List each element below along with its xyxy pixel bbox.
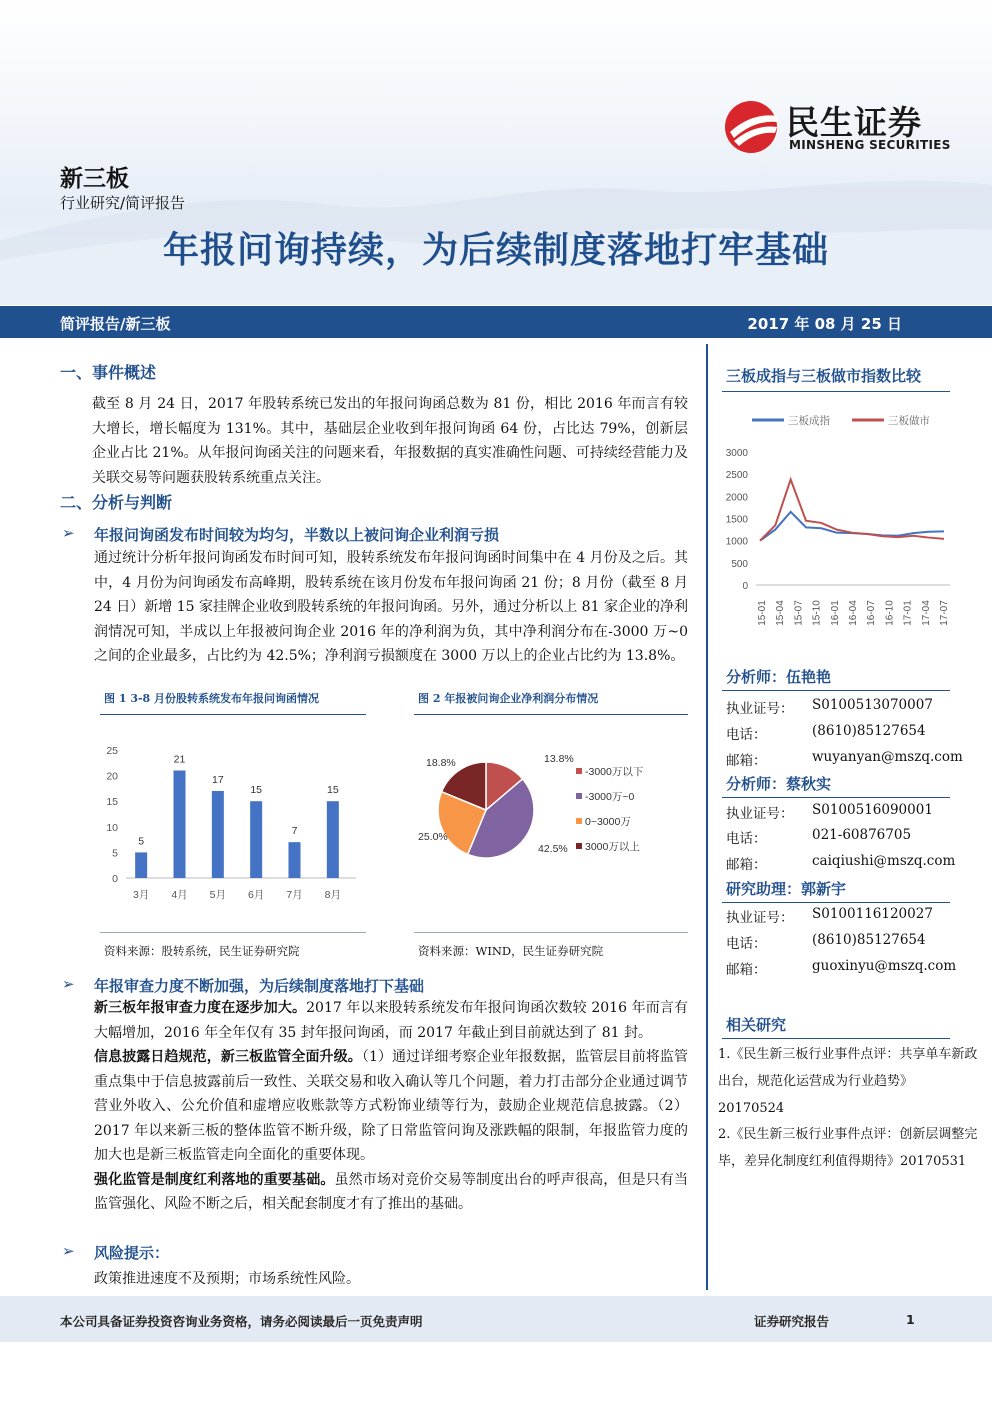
analyst2-tel-label: 电话： [726,831,767,847]
event-paragraph: 截至 8 月 24 日，2017 年股转系统已发出的年报问询函总数为 81 份，相比 2016 年而言有较大增长，增长幅度为 131%。其中，基础层企业收到年报问询函 64 份，占比达 79%，创新层企业占比 21%。从年报问询函关注的问题来看，年报数据的真实准确性问题、可持续经营能力及关联交易等问题获股转系统重点关注。 [92,396,688,486]
related-item-2[interactable]: 2.《民生新三板行业事件点评：创新层调整完毕，差异化制度红利值得期待》20170531 [718,1127,978,1169]
bar-x-tick: 4月 [171,889,188,901]
fig2-title-rule [414,714,688,715]
analyst2-heading: 分析师：蔡秋实 [726,775,832,793]
analyst1-mail-label: 邮箱： [726,753,767,769]
line-x-tick: 16-04 [848,600,859,626]
point2-para-a [94,996,688,1045]
fig3-title-rule [722,391,950,392]
line-x-tick: 16-10 [884,600,896,626]
fig1-title: 图 1 3-8 月份股转系统发布年报问询函情况 [104,692,320,705]
line-x-tick: 16-01 [829,600,841,626]
bar-6月 [250,801,262,878]
report-title: 年报问询持续，为后续制度落地打牢基础 [162,230,829,271]
line-series-2 [760,479,944,540]
pie-value-label: 25.0% [418,831,448,843]
line-x-tick: 15-07 [793,600,805,626]
pie-value-label: 42.5% [538,843,568,855]
point2-paragraphs [94,996,688,1217]
assistant-cert: S0100116120027 [812,906,933,922]
bar-7月 [289,842,301,878]
bar-value-label: 17 [211,773,224,786]
footer-disclaimer: 本公司具备证券投资咨询业务资格，请务必阅读最后一页免责声明 [60,1314,423,1329]
bar-chart [96,728,366,910]
page-number: 1 [906,1312,915,1327]
related-heading: 相关研究 [726,1016,787,1034]
assistant-heading: 研究助理：郭新宇 [726,880,847,898]
bullet-arrow-icon: ➢ [62,975,75,993]
bar-value-label: 15 [250,784,263,797]
footer-label: 证券研究报告 [754,1314,830,1329]
analyst2-mail-label: 邮箱： [726,857,767,873]
analyst1-mail[interactable]: wuyanyan@mszq.com [812,749,963,765]
bar-3月 [135,852,147,878]
point1-paragraph: 通过统计分析年报问询函发布时间可知，股转系统发布年报问询函时间集中在 4 月份及之后。其中，4 月份为问询函发布高峰期，股转系统在该月份发布年报问询函 21 份；8 月份（截至 8 月 24 日）新增 15 家挂牌企业收到股转系统的年报问询函。另外，通过分析以上 81 家企业的净利润情况可知，半成以上年报被问询企业 2016 年的净利润为负，其中净利润分布在-3000 万~0 之间的企业最多，占比约为 42.5%；净利润亏损额度在 3000 万以上的企业占比约为 13.8%。 [94,550,688,664]
analyst2-tel: 021-60876705 [812,827,912,843]
bar-x-tick: 5月 [209,889,227,901]
point2-para-a-text: 2017 年以来股转系统发布年报问询函次数较 2016 年而言有大幅增加，2016 年全年仅有 35 封年报问询函，而 2017 年截止到目前就达到了 81 封。 [94,1000,689,1041]
pie-legend-label: 3000万以上 [585,841,640,853]
minsheng-logo-icon [722,98,782,154]
bar-y-tick: 0 [112,873,118,885]
fig1-title-rule [100,714,366,715]
line-y-tick: 1500 [725,514,748,526]
logo-name-cn: 民生证券 [786,103,922,142]
analyst2-cert-label: 执业证号： [726,806,794,822]
line-y-tick: 1000 [725,536,748,548]
report-category: 新三板 [60,166,129,192]
bar-y-tick: 25 [106,745,118,757]
analyst1-cert-label: 执业证号： [726,701,794,717]
assistant-mail-label: 邮箱： [726,962,767,978]
bullet-arrow-icon: ➢ [62,1242,75,1260]
line-y-tick: 500 [731,558,748,570]
pie-legend-swatch [576,793,582,799]
bar-y-tick: 10 [106,821,118,834]
line-x-tick: 15-04 [775,600,787,626]
point1-heading: 年报问询函发布时间较为均匀，半数以上被问询企业利润亏损 [94,526,500,544]
line-x-tick: 15-01 [757,600,768,626]
report-type-label: 简评报告/新三板 [60,315,171,333]
line-y-tick: 0 [742,581,748,592]
line-x-tick: 16-07 [866,600,878,626]
pie-value-label: 18.8% [426,757,456,769]
line-x-tick: 17-07 [939,600,950,626]
logo-name-en: MINSHENG SECURITIES [789,138,951,152]
pie-value-label: 13.8% [544,753,574,765]
bar-x-tick: 7月 [286,889,303,901]
fig1-bottom-rule [100,932,366,933]
analyst1-cert: S0100513070007 [812,697,933,713]
assistant-rule [722,902,950,903]
fig2-source: 资料来源：WIND，民生证券研究院 [418,944,604,958]
analyst1-tel-label: 电话： [726,727,767,743]
related-rule [722,1038,950,1039]
fig1-source: 资料来源：股转系统，民生证券研究院 [104,944,300,958]
line-x-tick: 15-10 [811,600,823,626]
analyst1-rule [722,690,950,691]
point2-para-b [94,1045,688,1168]
line-legend-label: 三板做市 [888,415,930,427]
bar-value-label: 7 [291,825,298,838]
risk-paragraph: 政策推进速度不及预期；市场系统性风险。 [94,1271,360,1287]
report-date: 2017 年 08 月 25 日 [747,315,902,333]
line-y-tick: 3000 [725,448,748,459]
fig2-title: 图 2 年报被问询企业净利润分布情况 [418,692,599,705]
section-heading-analysis: 二、分析与判断 [60,493,173,512]
pie-legend-label: -3000万~0 [585,791,635,803]
bar-4月 [174,770,186,878]
pie-legend-swatch [576,768,582,774]
bar-x-tick: 3月 [132,889,150,901]
pie-legend-label: 0~3000万 [585,816,631,828]
analyst2-rule [722,797,950,798]
column-divider [706,344,708,1290]
line-y-tick: 2000 [725,492,748,504]
pie-chart [414,740,690,870]
bar-y-tick: 20 [106,770,118,783]
pie-legend-swatch [576,843,582,849]
bar-value-label: 15 [326,784,339,797]
bar-x-tick: 6月 [247,889,265,901]
point2-heading: 年报审查力度不断加强，为后续制度落地打下基础 [94,977,425,995]
assistant-cert-label: 执业证号： [726,910,794,926]
report-subtitle: 行业研究/简评报告 [60,194,186,212]
bullet-arrow-icon: ➢ [62,524,75,542]
line-y-tick: 2500 [725,470,748,482]
bar-y-tick: 15 [106,796,118,809]
analyst2-mail[interactable]: caiqiushi@mszq.com [812,853,956,869]
related-item-1[interactable]: 1.《民生新三板行业事件点评：共享单车新政出台，规范化运营成为行业趋势》20170524 [718,1047,978,1116]
point2-para-c [94,1168,688,1217]
analyst1-heading: 分析师：伍艳艳 [726,668,832,686]
bar-y-tick: 5 [112,847,118,860]
line-chart [716,404,956,640]
fig3-title: 三板成指与三板做市指数比较 [726,367,922,385]
assistant-tel: (8610)85127654 [812,932,926,948]
fig2-bottom-rule [414,932,688,933]
bar-8月 [327,801,339,878]
bar-value-label: 5 [138,835,145,848]
section-heading-event: 一、事件概述 [60,363,157,382]
line-legend-label: 三板成指 [788,415,830,427]
pie-legend-label: -3000万以下 [585,766,644,778]
point2-para-a-lead: 新三板年报审查力度在逐步加大。 [94,1000,307,1016]
pie-legend-swatch [576,818,582,824]
line-x-tick: 17-01 [902,600,914,626]
point2-para-c-lead: 强化监管是制度红利落地的重要基础。 [94,1171,335,1188]
risk-heading: 风险提示： [94,1244,170,1262]
point2-para-b-lead: 信息披露日趋规范，新三板监管全面升级。 [94,1049,362,1065]
analyst1-tel: (8610)85127654 [812,723,926,739]
analyst2-cert: S0100516090001 [812,802,933,818]
point2-para-b-text: （1）通过详细考察企业年报数据，监管层目前将监管重点集中于信息披露前后一致性、关联交易和收入确认等几个问题，着力打击部分企业通过调节营业外收入、公允价值和虚增应收账款等方式粉饰业绩等行为，鼓励企业规范信息披露。（2）2017 年以来新三板的整体监管不断升级，除了日常监管问询及涨跌幅的限制，年报监管力度的加大也是新三板监管走向全面化的重要体现。 [94,1049,689,1163]
assistant-tel-label: 电话： [726,936,767,952]
bar-5月 [212,791,224,878]
bar-x-tick: 8月 [324,889,342,901]
assistant-mail[interactable]: guoxinyu@mszq.com [812,958,957,974]
point2-para-c-text: 虽然市场对竞价交易等制度出台的呼声很高，但是只有当监管强化、风险不断之后，相关配套制度才有了推出的基础。 [94,1171,689,1212]
bar-value-label: 21 [173,753,186,766]
line-x-tick: 17-04 [920,600,932,626]
